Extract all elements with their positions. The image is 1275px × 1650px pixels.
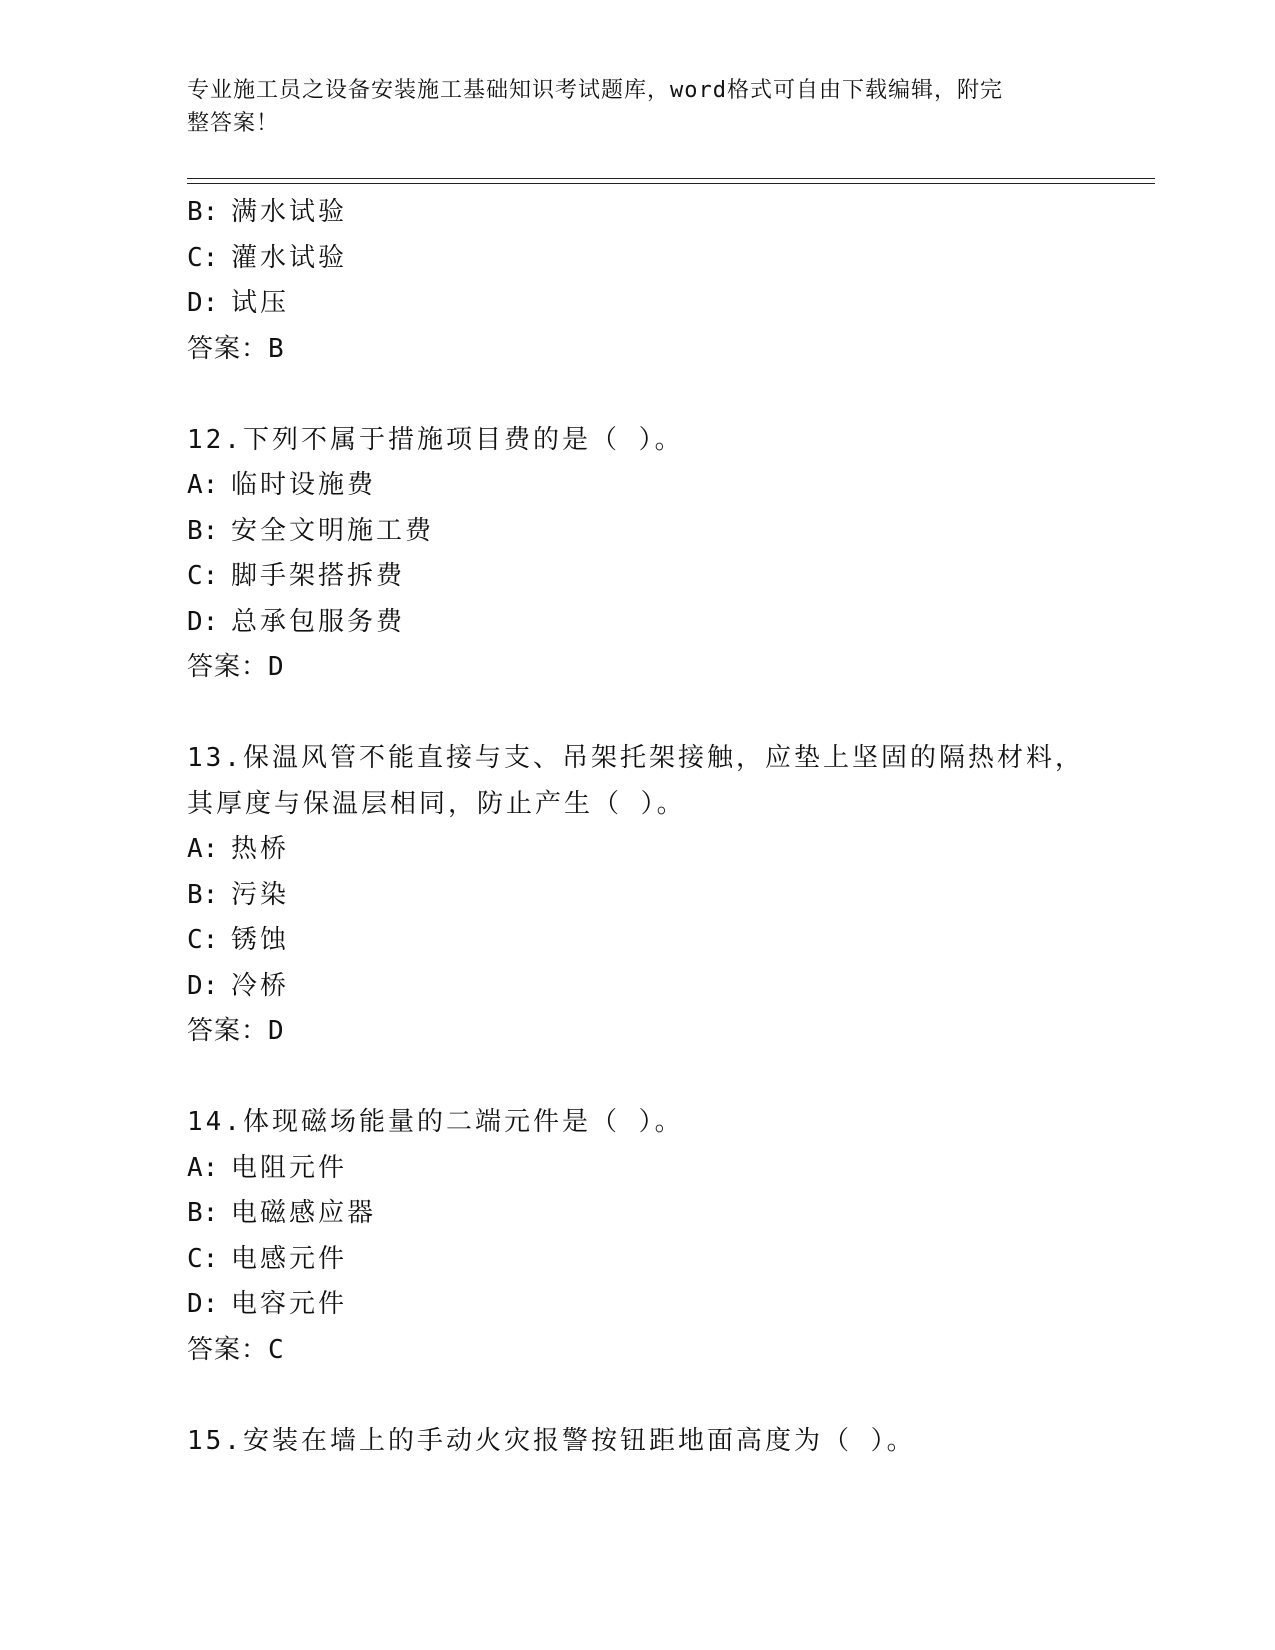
question-stem: 15.安装在墙上的手动火灾报警按钮距地面高度为（ ）。 <box>187 1425 916 1456</box>
option-text: 电阻元件 <box>231 1152 348 1183</box>
option-label: B: <box>187 879 219 910</box>
option-label: B: <box>187 1198 219 1228</box>
option-text: 冷桥 <box>231 970 290 1001</box>
option-label: A: <box>187 1152 219 1183</box>
spacer <box>187 1373 1087 1419</box>
answer: 答案：C <box>187 1334 285 1365</box>
header-line-1: 专业施工员之设备安装施工基础知识考试题库，word格式可自由下载编辑，附完 <box>187 78 1003 103</box>
option-text: 脚手架搭拆费 <box>231 561 406 591</box>
option-b <box>187 190 1087 236</box>
option-a <box>187 827 1087 873</box>
question-stem: 13.保温风管不能直接与支、吊架托架接触，应垫上坚固的隔热材料， <box>187 743 1084 773</box>
question-13 <box>187 736 1087 1055</box>
option-label: D: <box>187 970 219 1001</box>
option-label: C: <box>187 242 219 273</box>
option-text: 安全文明施工费 <box>231 515 435 546</box>
question-12 <box>187 418 1087 691</box>
option-text: 电磁感应器 <box>231 1198 377 1228</box>
answer: 答案：D <box>187 1016 285 1046</box>
option-label: D: <box>187 1289 219 1319</box>
option-c <box>187 1237 1087 1283</box>
question-14 <box>187 1100 1087 1373</box>
option-c <box>187 554 1087 600</box>
option-d <box>187 281 1087 327</box>
spacer <box>187 691 1087 737</box>
question-stem: 12.下列不属于措施项目费的是（ ）。 <box>187 424 684 455</box>
document-header <box>187 74 1067 140</box>
option-label: B: <box>187 515 219 546</box>
question-11 <box>187 190 1087 372</box>
option-c <box>187 918 1087 964</box>
option-d <box>187 1282 1087 1328</box>
header-line-2: 整答案！ <box>187 111 280 136</box>
option-label: C: <box>187 1243 219 1274</box>
option-text: 锈蚀 <box>231 925 290 955</box>
option-text: 临时设施费 <box>231 470 377 500</box>
option-a <box>187 463 1087 509</box>
question-15 <box>187 1419 1087 1465</box>
answer: 答案：D <box>187 652 285 682</box>
question-stem: 14.体现磁场能量的二端元件是（ ）。 <box>187 1107 684 1137</box>
option-text: 热桥 <box>231 834 290 864</box>
option-label: C: <box>187 925 219 955</box>
option-text: 满水试验 <box>231 197 348 227</box>
option-text: 电容元件 <box>231 1289 348 1319</box>
option-d <box>187 600 1087 646</box>
answer: 答案：B <box>187 333 285 364</box>
option-d <box>187 964 1087 1010</box>
option-b <box>187 1191 1087 1237</box>
option-label: A: <box>187 834 219 864</box>
option-text: 试压 <box>231 288 290 318</box>
option-text: 电感元件 <box>231 1243 348 1274</box>
option-c <box>187 236 1087 282</box>
header-divider <box>187 178 1155 184</box>
option-b <box>187 873 1087 919</box>
option-text: 总承包服务费 <box>231 606 406 637</box>
option-b <box>187 509 1087 555</box>
option-text: 污染 <box>231 879 290 910</box>
question-list <box>187 190 1087 1464</box>
option-label: A: <box>187 470 219 500</box>
option-label: D: <box>187 288 219 318</box>
question-stem-continued: 其厚度与保温层相同，防止产生（ ）。 <box>187 788 686 819</box>
option-text: 灌水试验 <box>231 242 348 273</box>
option-label: D: <box>187 606 219 637</box>
spacer <box>187 372 1087 418</box>
option-a <box>187 1146 1087 1192</box>
option-label: C: <box>187 561 219 591</box>
option-label: B: <box>187 197 219 227</box>
spacer <box>187 1055 1087 1101</box>
